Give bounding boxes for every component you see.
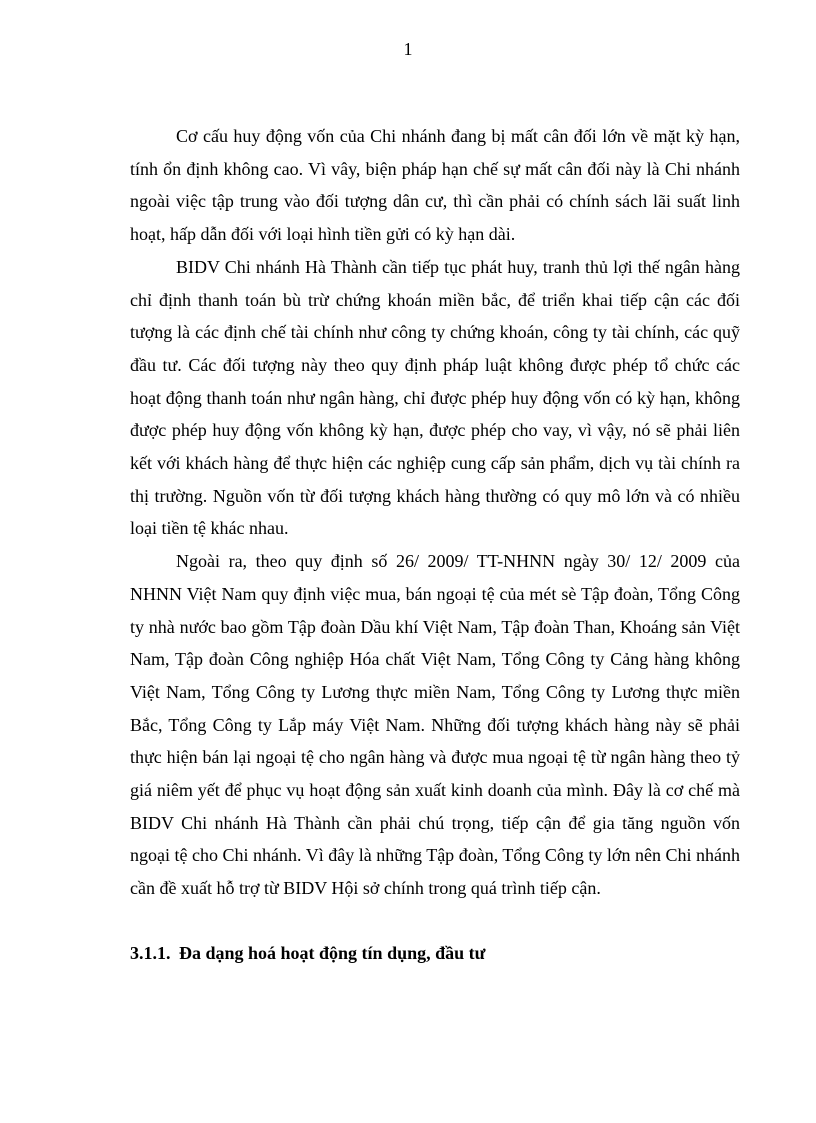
section-title: Đa dạng hoá hoạt động tín dụng, đầu tư <box>179 943 486 963</box>
body-text <box>130 120 740 905</box>
paragraph-bidv-ha-thanh: BIDV Chi nhánh Hà Thành cần tiếp tục phát huy, tranh thủ lợi thế ngân hàng chỉ định thanh toán bù trừ chứng khoán miền bắc, để triển khai tiếp cận các đối tượng là các định chế tài chính như công ty chứng khoán, công ty tài chính, các quỹ đầu tư. Các đối tượng này theo quy định pháp luật không được phép tổ chức các hoạt động thanh toán như ngân hàng, chỉ được phép huy động vốn có kỳ hạn, không được phép huy động vốn không kỳ hạn, được phép cho vay, vì vậy, nó sẽ phải liên kết với khách hàng để thực hiện các nghiệp cung cấp sản phẩm, dịch vụ tài chính ra thị trường. Nguồn vốn từ đối tượng khách hàng thường có quy mô lớn và có nhiều loại tiền tệ khác nhau. <box>130 256 740 539</box>
paragraph-capital-structure: Cơ cấu huy động vốn của Chi nhánh đang bị mất cân đối lớn về mặt kỳ hạn, tính ổn định không cao. Vì vây, biện pháp hạn chế sự mất cân đối này là Chi nhánh ngoài việc tập trung vào đối tượng dân cư, thì cần phải có chính sách lãi suất linh hoạt, hấp dẫn đối với loại hình tiền gửi có kỳ hạn dài. <box>130 126 740 245</box>
section-number: 3.1.1. <box>130 943 171 963</box>
section-heading <box>130 937 485 969</box>
page-number: 1 <box>403 39 413 59</box>
paragraph-foreign-currency: Ngoài ra, theo quy định số 26/ 2009/ TT-NHNN ngày 30/ 12/ 2009 của NHNN Việt Nam quy định việc mua, bán ngoại tệ của mét sè Tập đoàn, Tổng Công ty nhà nước bao gồm Tập đoàn Dầu khí Việt Nam, Tập đoàn Than, Khoáng sản Việt Nam, Tập đoàn Công nghiệp Hóa chất Việt Nam, Tổng Công ty Cảng hàng không Việt Nam, Tổng Công ty Lương thực miền Nam, Tổng Công ty Lương thực miền Bắc, Tổng Công ty Lắp máy Việt Nam. Những đối tượng khách hàng này sẽ phải thực hiện bán lại ngoại tệ cho ngân hàng và được mua ngoại tệ từ ngân hàng theo tỷ giá niêm yết để phục vụ hoạt động sản xuất kinh doanh của mình. Đây là cơ chế mà BIDV Chi nhánh Hà Thành cần phải chú trọng, tiếp cận để gia tăng nguồn vốn ngoại tệ cho Chi nhánh. Vì đây là những Tập đoàn, Tổng Công ty lớn nên Chi nhánh cần đề xuất hỗ trợ từ BIDV Hội sở chính trong quá trình tiếp cận. <box>130 551 740 899</box>
